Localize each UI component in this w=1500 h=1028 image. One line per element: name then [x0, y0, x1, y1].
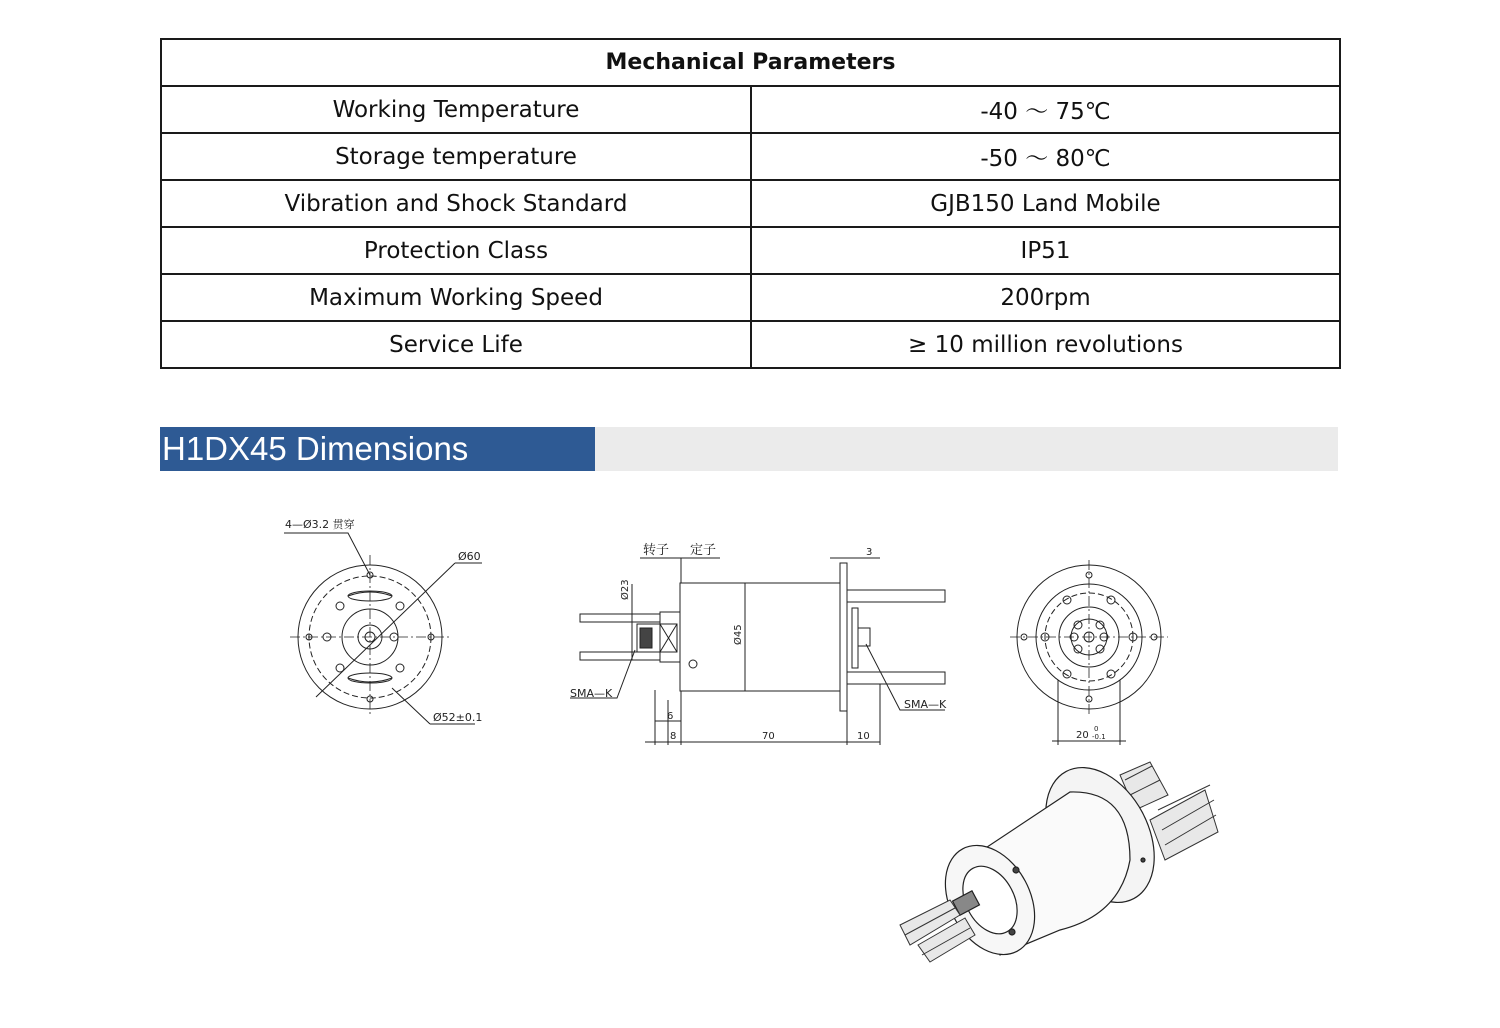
stator-label: 定子: [690, 543, 717, 558]
dim-45-label: Ø45: [733, 624, 744, 645]
section-title: H1DX45 Dimensions: [160, 427, 595, 471]
param-value: -40 ～ 75℃: [751, 86, 1340, 133]
dim-20-tol-upper: 0: [1094, 725, 1099, 733]
sma-left-label: SMA—K: [570, 687, 613, 700]
rear-view-drawing: [1010, 560, 1168, 745]
dim-20-tol-lower: -0.1: [1092, 733, 1106, 741]
param-value: ≥ 10 million revolutions: [751, 321, 1340, 368]
param-label: Service Life: [161, 321, 751, 368]
param-value: GJB150 Land Mobile: [751, 180, 1340, 227]
dim-23-label: Ø23: [620, 579, 631, 600]
front-view-drawing: [284, 533, 482, 724]
dim-3-label: 3: [866, 547, 873, 558]
dim-6-label: 6: [667, 711, 674, 722]
front-outer-dia-label: Ø60: [458, 550, 481, 563]
param-label: Vibration and Shock Standard: [161, 180, 751, 227]
param-value: IP51: [751, 227, 1340, 274]
sma-right-label: SMA—K: [904, 698, 947, 711]
product-3d-render: [900, 749, 1218, 970]
param-label: Storage temperature: [161, 133, 751, 180]
rotor-label: 转子: [643, 543, 670, 558]
param-label: Protection Class: [161, 227, 751, 274]
front-pcd-label: Ø52±0.1: [433, 711, 483, 724]
param-value: 200rpm: [751, 274, 1340, 321]
dim-8-label: 8: [670, 731, 677, 742]
param-value: -50 ～ 80℃: [751, 133, 1340, 180]
param-label: Maximum Working Speed: [161, 274, 751, 321]
dim-10-label: 10: [857, 731, 870, 742]
table-title: Mechanical Parameters: [161, 39, 1340, 86]
dim-70-label: 70: [762, 731, 775, 742]
param-label: Working Temperature: [161, 86, 751, 133]
front-holes-label: 4—Ø3.2 贯穿: [285, 518, 355, 531]
dim-20-label: 20: [1076, 730, 1089, 741]
